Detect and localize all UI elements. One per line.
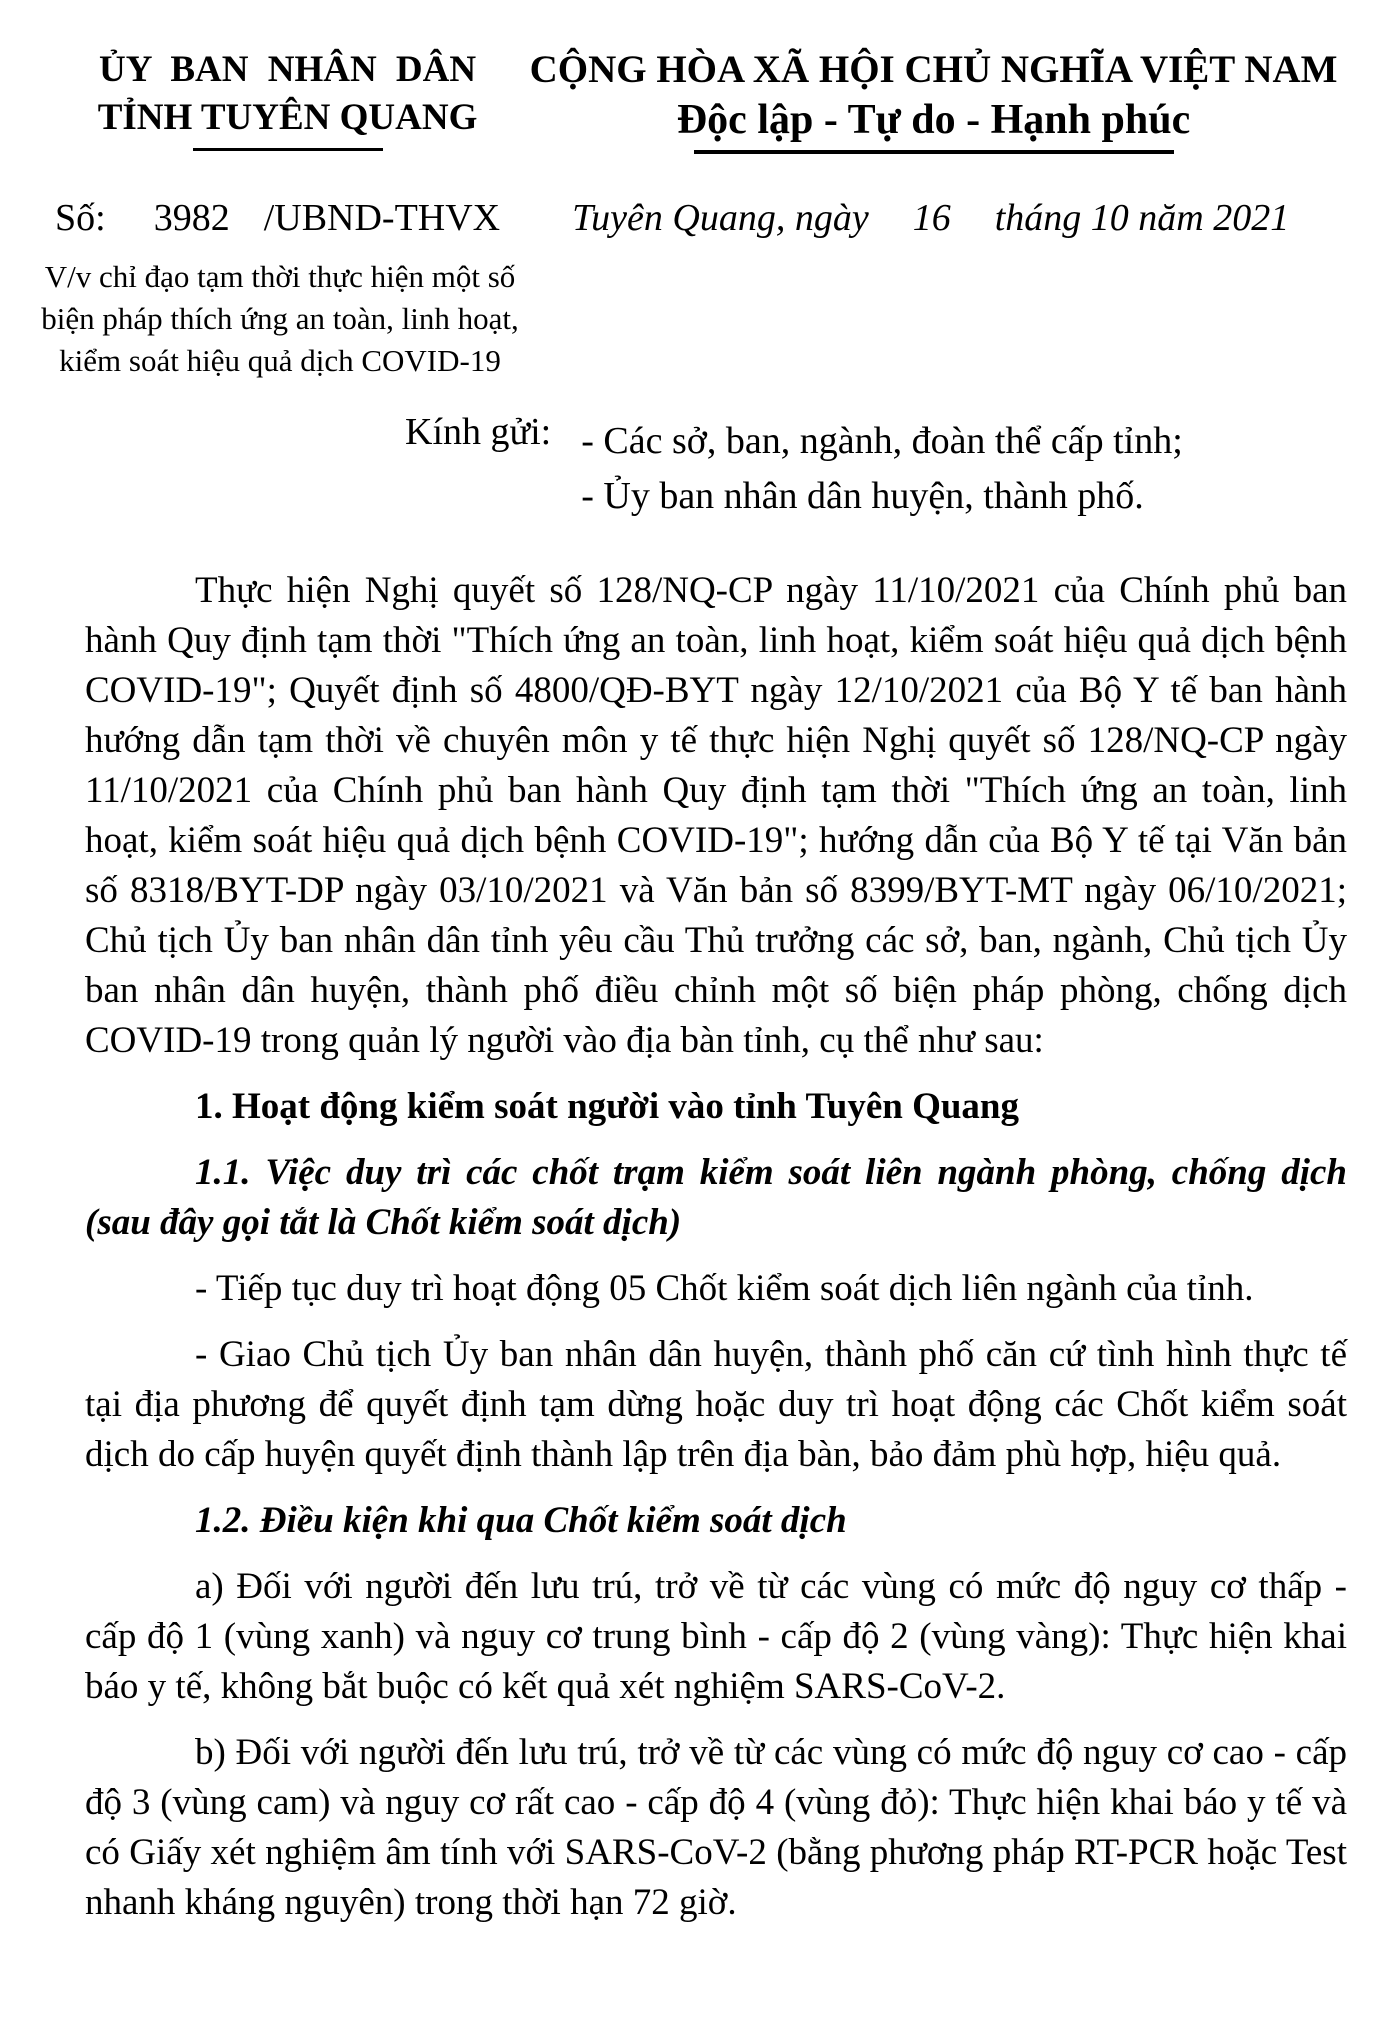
national-header-block <box>520 46 1347 154</box>
recipients-list <box>581 406 1183 524</box>
document-number-label: Số: <box>55 197 106 239</box>
document-header <box>55 46 1347 154</box>
document-subject <box>10 256 550 382</box>
subject-line-2: biện pháp thích ứng an toàn, linh hoạt, <box>41 301 519 336</box>
paragraph-condition-b: b) Đối với người đến lưu trú, trở về từ các vùng có mức độ nguy cơ cao - cấp độ 3 (vùng cam) và nguy cơ rất cao - cấp độ 4 (vùng đỏ): Thực hiện khai báo y tế và có Giấy xét nghiệm âm tính với SARS-CoV-2 (bằng phương pháp RT-PCR hoặc Test nhanh kháng nguyên) trong thời hạn 72 giờ. <box>85 1732 1347 1923</box>
document-number <box>55 194 520 242</box>
issuing-authority-divider <box>193 148 383 151</box>
national-motto-divider <box>694 150 1174 154</box>
document-number-suffix: /UBND-THVX <box>263 197 501 239</box>
section-1-1-heading: 1.1. Việc duy trì các chốt trạm kiểm soát liên ngành phòng, chống dịch (sau đây gọi tắt là Chốt kiểm soát dịch) <box>85 1152 1347 1243</box>
document-number-value: 3982 <box>153 197 230 239</box>
recipients-label: Kính gửi: <box>405 411 552 453</box>
place-and-date <box>572 194 1289 242</box>
issuing-authority-line2: TỈNH TUYÊN QUANG <box>97 97 478 138</box>
national-motto: Độc lập - Tự do - Hạnh phúc <box>676 97 1191 143</box>
paragraph-condition-a: a) Đối với người đến lưu trú, trở về từ các vùng có mức độ nguy cơ thấp - cấp độ 1 (vùng xanh) và nguy cơ trung bình - cấp độ 2 (vùng vàng): Thực hiện khai báo y tế, không bắt buộc có kết quả xét nghiệm SARS-CoV-2. <box>85 1566 1347 1707</box>
recipient-item-2: - Ủy ban nhân dân huyện, thành phố. <box>581 475 1144 517</box>
section-1-2-heading: 1.2. Điều kiện khi qua Chốt kiểm soát dịch <box>195 1500 847 1541</box>
subject-line-3: kiểm soát hiệu quả dịch COVID-19 <box>59 343 501 378</box>
recipients-section <box>405 406 1347 524</box>
document-body <box>85 566 1347 1928</box>
issuing-authority-block <box>55 46 520 151</box>
place-date-prefix: Tuyên Quang, ngày <box>572 197 869 239</box>
paragraph-assign-chairmen: - Giao Chủ tịch Ủy ban nhân dân huyện, thành phố căn cứ tình hình thực tế tại địa phương để quyết định tạm dừng hoặc duy trì hoạt động các Chốt kiểm soát dịch do cấp huyện quyết định thành lập trên địa bàn, bảo đảm phù hợp, hiệu quả. <box>85 1334 1347 1475</box>
document-meta-row <box>55 194 1347 242</box>
date-day: 16 <box>912 197 951 239</box>
issuing-authority-line1: ỦY BAN NHÂN DÂN <box>99 49 477 90</box>
paragraph-maintain-checkpoints: - Tiếp tục duy trì hoạt động 05 Chốt kiểm soát dịch liên ngành của tỉnh. <box>195 1268 1254 1309</box>
place-date-suffix: tháng 10 năm 2021 <box>994 197 1290 239</box>
recipient-item-1: - Các sở, ban, ngành, đoàn thể cấp tỉnh; <box>581 420 1183 462</box>
subject-line-1: V/v chỉ đạo tạm thời thực hiện một số <box>44 259 516 294</box>
section-1-heading: 1. Hoạt động kiểm soát người vào tỉnh Tuyên Quang <box>195 1086 1020 1127</box>
national-title: CỘNG HÒA XÃ HỘI CHỦ NGHĨA VIỆT NAM <box>529 48 1338 91</box>
opening-paragraph: Thực hiện Nghị quyết số 128/NQ-CP ngày 11/10/2021 của Chính phủ ban hành Quy định tạm thời "Thích ứng an toàn, linh hoạt, kiểm soát hiệu quả dịch bệnh COVID-19"; Quyết định số 4800/QĐ-BYT ngày 12/10/2021 của Bộ Y tế ban hành hướng dẫn tạm thời về chuyên môn y tế thực hiện Nghị quyết số 128/NQ-CP ngày 11/10/2021 của Chính phủ ban hành Quy định tạm thời "Thích ứng an toàn, linh hoạt, kiểm soát hiệu quả dịch bệnh COVID-19"; hướng dẫn của Bộ Y tế tại Văn bản số 8318/BYT-DP ngày 03/10/2021 và Văn bản số 8399/BYT-MT ngày 06/10/2021; Chủ tịch Ủy ban nhân dân tỉnh yêu cầu Thủ trưởng các sở, ban, ngành, Chủ tịch Ủy ban nhân dân huyện, thành phố điều chỉnh một số biện pháp phòng, chống dịch COVID-19 trong quản lý người vào địa bàn tỉnh, cụ thể như sau: <box>85 570 1347 1061</box>
